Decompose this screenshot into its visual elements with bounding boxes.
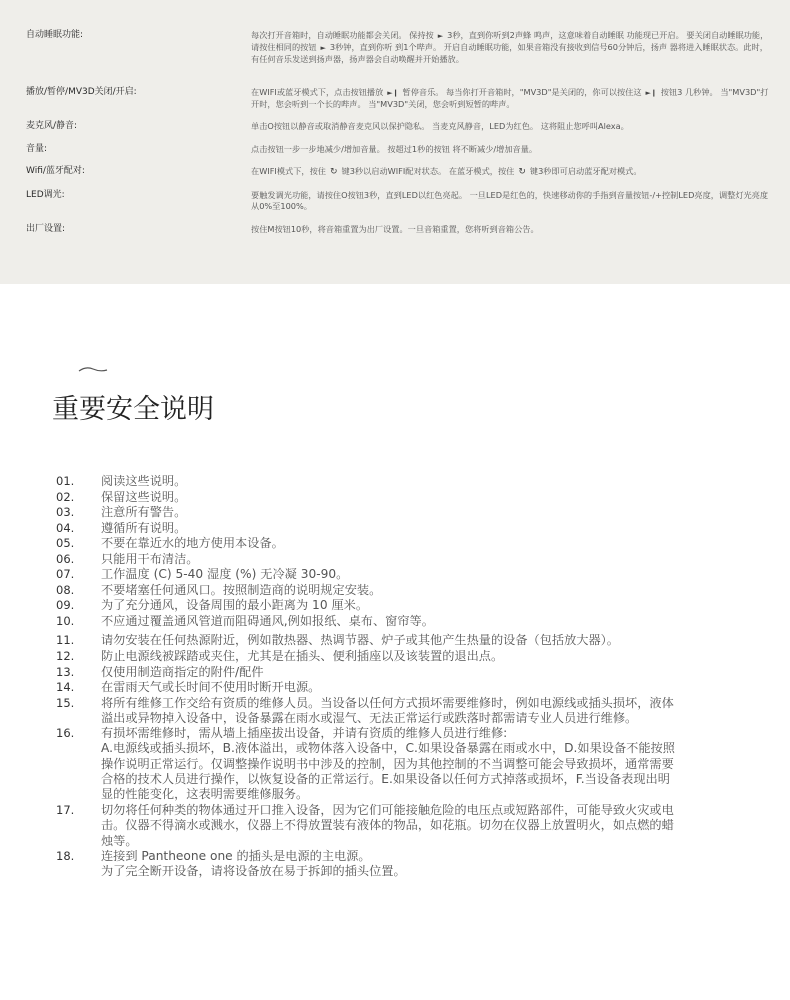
play-icon: ► <box>320 44 326 52</box>
feature-description: 按住M按钮10秒，将音箱重置为出厂设置。一旦音箱重置，您将听到音箱公告。 <box>251 224 539 234</box>
item-number: 18. <box>56 849 75 863</box>
item-number: 13. <box>56 665 75 679</box>
decorative-mark <box>78 366 108 372</box>
feature-label: 麦克风/静音: <box>26 121 78 131</box>
item-number: 06. <box>56 552 75 566</box>
item-number: 07. <box>56 567 75 581</box>
feature-description: 单击O按钮以静音或取消静音麦克风以保护隐私。 当麦克风静音，LED为红色。 这将阻止您呼叫Alexa。 <box>251 121 629 131</box>
item-number: 01. <box>56 474 75 488</box>
item-number: 03. <box>56 505 75 519</box>
item-number: 15. <box>56 696 75 710</box>
item-number: 05. <box>56 536 75 550</box>
feature-description: 要触发调光功能，请按住O按钮3秒，直到LED以红色亮起。 一旦LED是红色的，快速移动你的手指到音量按钮-/+控制LED亮度，调整灯光亮度从0%至100%。 <box>251 190 769 211</box>
feature-description: 点击按钮一步一步地减少/增加音量。 按超过1秒的按钮 将不断减少/增加音量。 <box>251 144 538 154</box>
item-text: 保留这些说明。 <box>101 490 187 504</box>
item-text: 不要堵塞任何通风口。按照制造商的说明规定安装。 <box>101 583 382 597</box>
item-number: 12. <box>56 649 75 663</box>
item-text: 只能用干布清洁。 <box>101 552 199 566</box>
item-number: 08. <box>56 583 75 597</box>
item-number: 10. <box>56 614 75 628</box>
feature-panel <box>0 0 790 284</box>
item-number: 02. <box>56 490 75 504</box>
item-text: 切勿将任何种类的物体通过开口推入设备，因为它们可能接触危险的电压点或短路部件，可能导致火灾或电 击。仪器不得滴水或溅水，仪器上不得放置装有液体的物品，如花瓶。切勿在仪器上放置明火，如点燃的蜡 烛等。 <box>101 803 674 848</box>
item-text: 仅使用制造商指定的附件/配件 <box>101 665 264 679</box>
item-text: 为了充分通风，设备周围的最小距离为 10 厘米。 <box>101 598 369 612</box>
feature-label: 音量: <box>26 144 48 154</box>
item-text: 遵循所有说明。 <box>101 521 187 535</box>
refresh-icon: ↻ <box>518 167 526 177</box>
feature-label: Wifi/蓝牙配对: <box>26 166 85 176</box>
item-text: 在雷雨天气或长时间不使用时断开电源。 <box>101 680 321 694</box>
feature-description: 在WIFI或蓝牙模式下，点击按钮播放 ►❙ 暂停音乐。 每当你打开音箱时，"MV3D"是关闭的，你可以按住这 ►❙ 按钮3 几秒钟。 当"MV3D"打开时，您会听到一个长的哔声。 当"MV3D"关闭，您会听到短暂的哔声。 <box>251 87 769 109</box>
item-text: 将所有维修工作交给有资质的维修人员。当设备以任何方式损坏需要维修时，例如电源线或插头损坏，液体 溢出或异物掉入设备中，设备暴露在雨水或湿气、无法正常运行或跌落时都需请专业人员进行维修。 <box>101 696 674 726</box>
item-text: 不要在靠近水的地方使用本设备。 <box>101 536 284 550</box>
page-title: 重要安全说明 <box>52 394 214 425</box>
feature-description: 在WIFI模式下，按住 ↻ 键3秒以启动WIFI配对状态。 在蓝牙模式，按住 ↻ 键3秒即可启动蓝牙配对模式。 <box>251 166 642 177</box>
feature-description: 每次打开音箱时，自动睡眠功能都会关闭。 保持按 ► 3秒，直到你听到2声蜂 鸣声，这意味着自动睡眠 功能现已开启。 要关闭自动睡眠功能，请按住相同的按钮 ► 3秒钟，直到你听 到1个哔声。 开启自动睡眠功能，如果音箱没有接收到信号60分钟后，扬声 器将进入睡眠状态。此时，有任何音乐发送到扬声器，扬声器会自动唤醒并开始播放。 <box>251 30 769 64</box>
item-number: 09. <box>56 598 75 612</box>
item-text: 工作温度 (C) 5-40 湿度 (%) 无冷凝 30-90。 <box>101 567 349 581</box>
item-text: 不应通过覆盖通风管道而阻碍通风,例如报纸、桌布、窗帘等。 <box>101 614 434 628</box>
feature-label: 出厂设置: <box>26 224 66 234</box>
item-number: 16. <box>56 726 75 740</box>
item-number: 14. <box>56 680 75 694</box>
play-pause-icon: ►❙ <box>387 89 399 97</box>
item-text: 阅读这些说明。 <box>101 474 187 488</box>
feature-label: LED调光: <box>26 190 65 200</box>
item-number: 17. <box>56 803 75 817</box>
feature-label: 播放/暂停/MV3D关闭/开启: <box>26 87 137 97</box>
item-number: 11. <box>56 633 75 647</box>
item-text: 防止电源线被踩踏或夹住，尤其是在插头、便利插座以及该装置的退出点。 <box>101 649 504 663</box>
feature-label: 自动睡眠功能: <box>26 30 84 40</box>
play-icon: ► <box>437 32 444 40</box>
refresh-icon: ↻ <box>329 167 338 177</box>
play-pause-icon: ►❙ <box>645 89 657 97</box>
item-text: 注意所有警告。 <box>101 505 187 519</box>
item-text: 请勿安装在任何热源附近，例如散热器、热调节器、炉子或其他产生热量的设备（包括放大器）。 <box>101 633 619 647</box>
item-text: 连接到 Pantheone one 的插头是电源的主电源。 为了完全断开设备，请将设备放在易于拆卸的插头位置。 <box>101 849 406 879</box>
item-number: 04. <box>56 521 75 535</box>
item-text: 有损坏需维修时，需从墙上插座拔出设备，并请有资质的维修人员进行维修: A.电源线或插头损坏，B.液体溢出，或物体落入设备中，C.如果设备暴露在雨或水中，D.如果设备不能按照 操作说明正常运行。仅调整操作说明书中涉及的控制，因为其他控制的不当调整可能会导致损坏，通常需要 合格的技术人员进行操作，以恢复设备的正常运行。E.如果设备以任何方式掉落或损坏，F.当设备表现出明 显的性能变化，这表明需要维修服务。 <box>101 726 675 802</box>
